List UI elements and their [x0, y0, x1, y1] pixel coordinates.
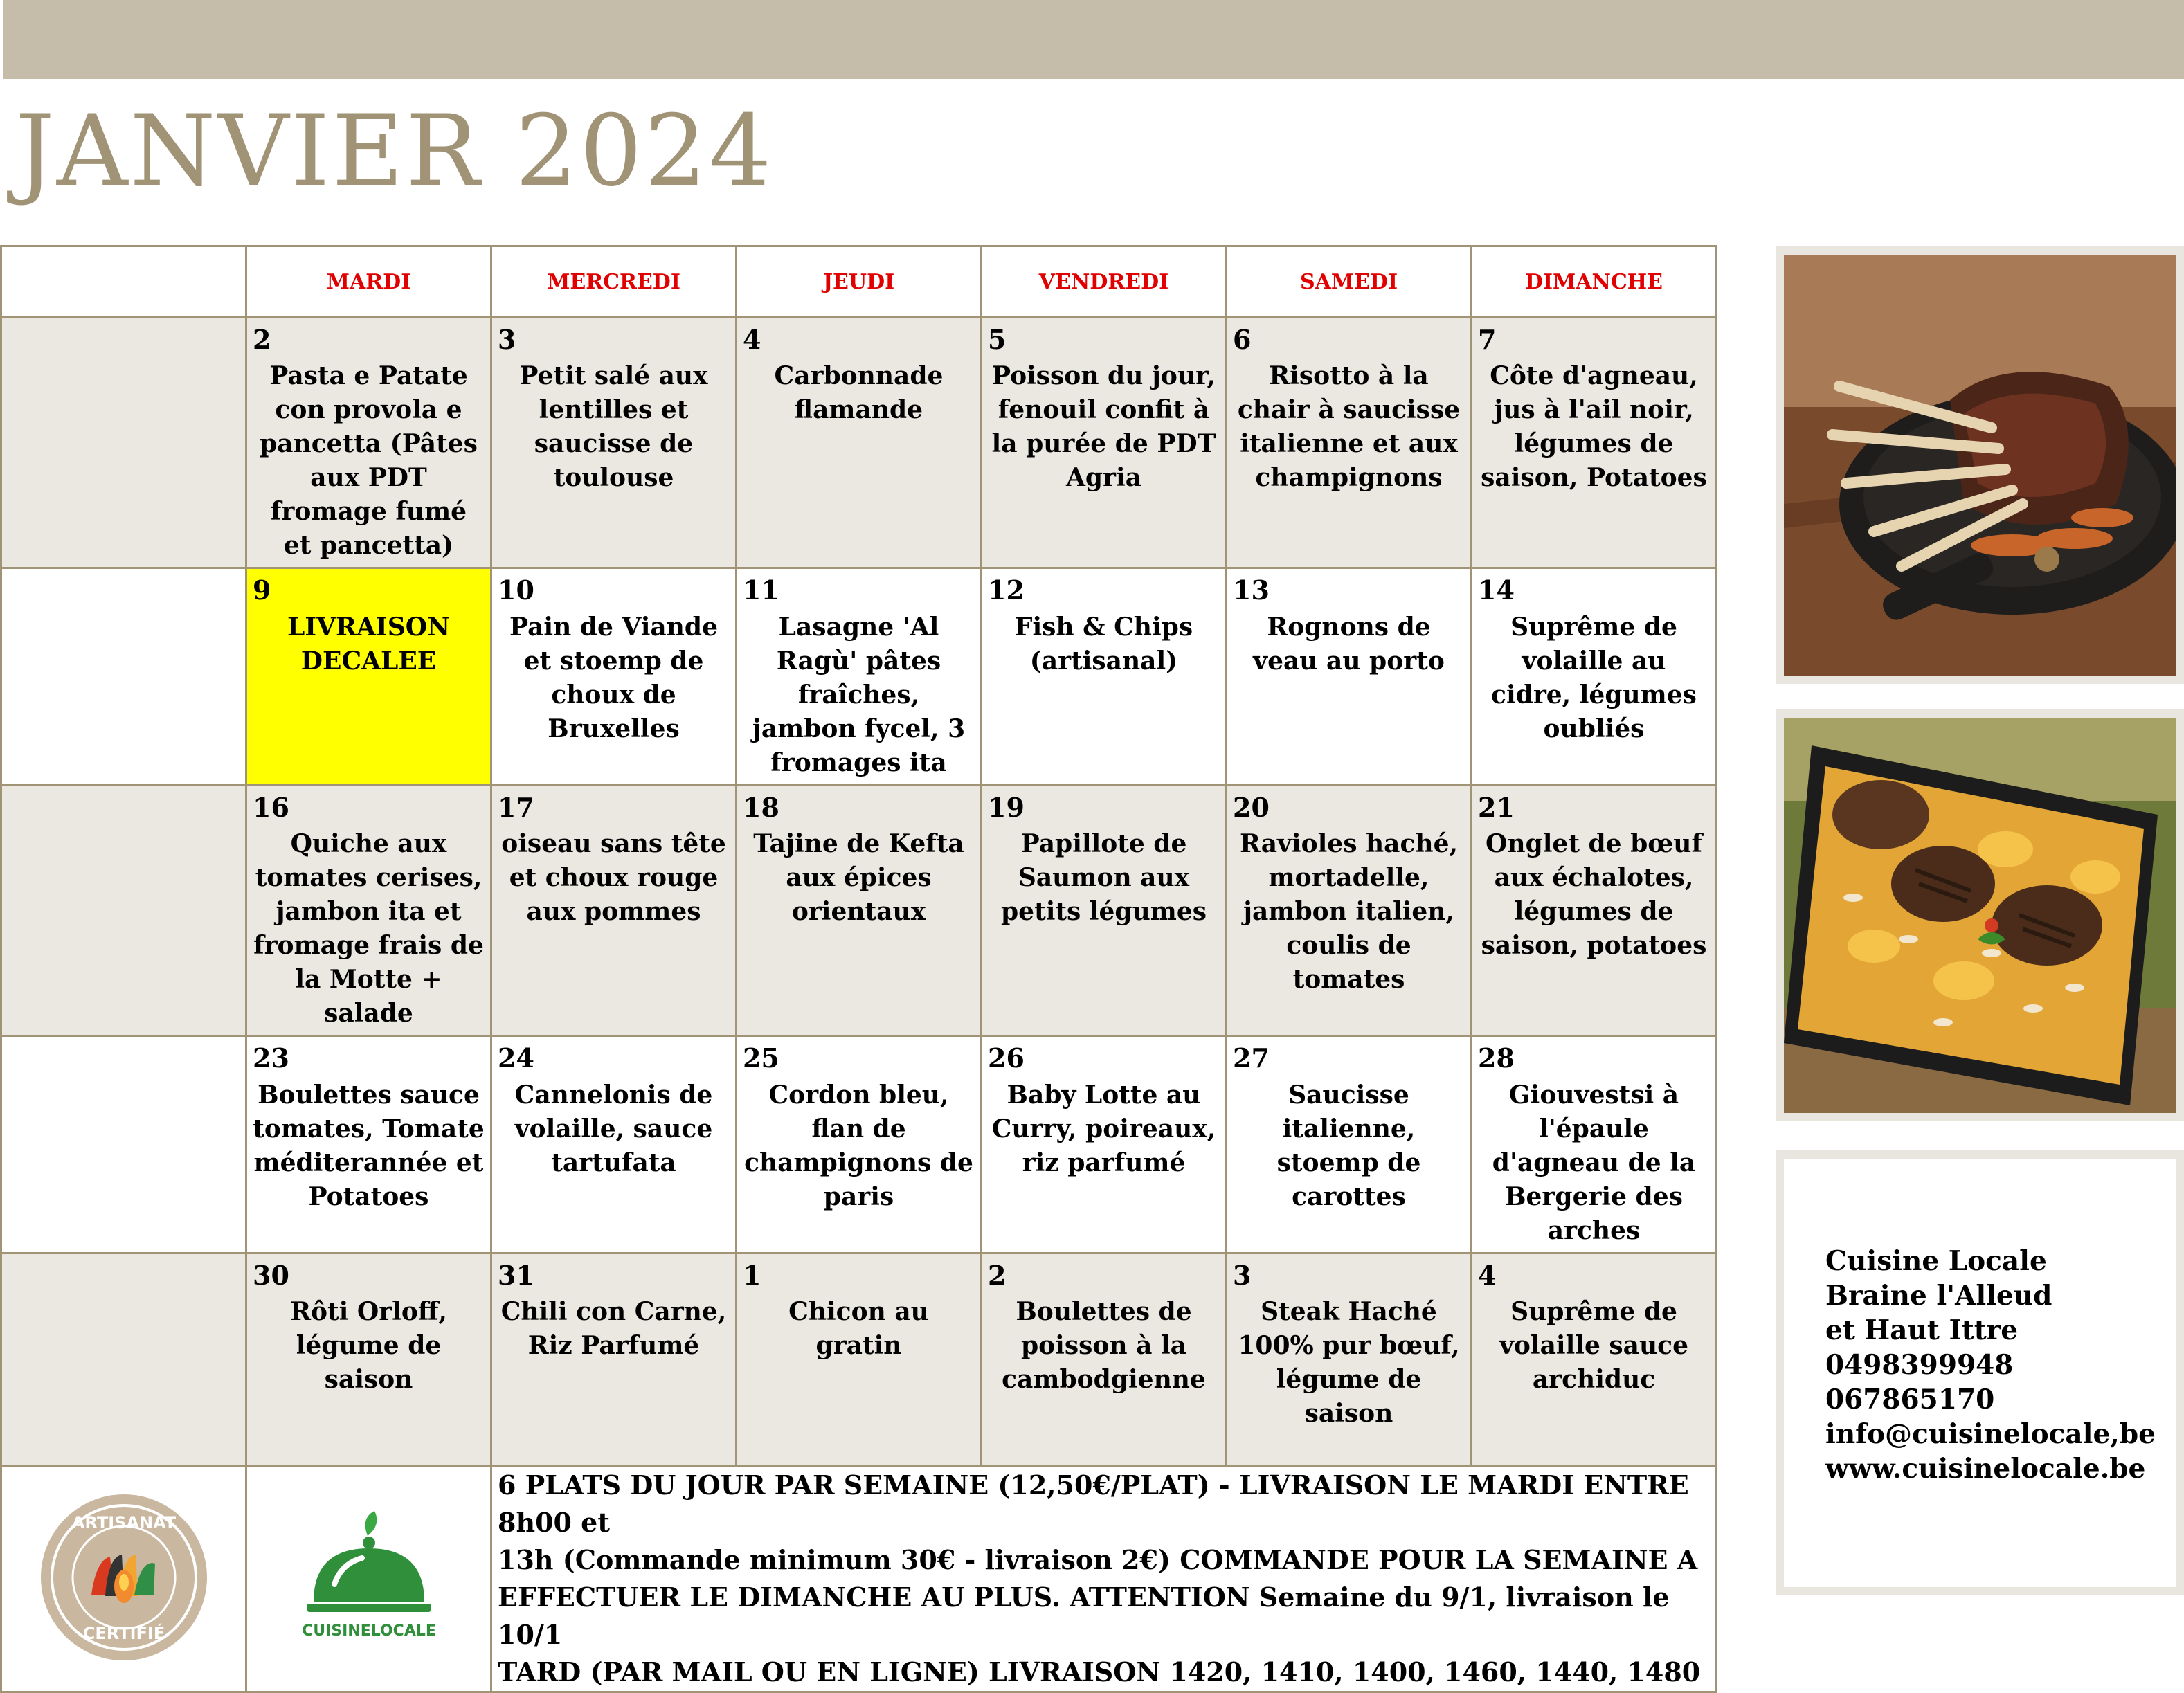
day-number: 16	[253, 791, 289, 823]
meal-text: Suprême de volaille sauce archiduc	[1499, 1296, 1688, 1394]
day-cell-highlighted	[246, 568, 491, 785]
day-number: 1	[743, 1259, 761, 1291]
meal-text: Suprême de volaille au cidre, légumes oubliés	[1491, 612, 1697, 743]
day-number: 18	[743, 791, 779, 823]
cuisinelocale-logo	[293, 1508, 445, 1647]
day-cell	[982, 568, 1227, 785]
day-name: MARDI	[326, 269, 411, 294]
day-name: DIMANCHE	[1524, 269, 1663, 294]
day-cell	[246, 1253, 491, 1465]
curry-photo-frame	[1776, 709, 2184, 1121]
meal-text: Papillote de Saumon aux petits légumes	[1001, 829, 1207, 927]
page-title: JANVIER 2024	[15, 94, 774, 208]
day-number: 10	[498, 574, 534, 606]
meal-text: Poisson du jour, fenouil confit à la purée de PDT Agria	[991, 361, 1216, 493]
contact-info	[1825, 1244, 2156, 1486]
header-day	[737, 246, 982, 318]
notice-line: 6 PLATS DU JOUR PAR SEMAINE (12,50€/PLAT) - LIVRAISON LE MARDI ENTRE 8h00 et	[498, 1469, 1689, 1538]
week-label-cell	[1, 1253, 246, 1465]
day-number: 5	[988, 324, 1007, 355]
day-number: 24	[498, 1042, 534, 1074]
day-name: JEUDI	[822, 269, 895, 294]
meal-text: Cannelonis de volaille, sauce tartufata	[514, 1080, 713, 1177]
day-number: 26	[988, 1042, 1025, 1074]
week-row	[1, 568, 1717, 785]
day-number: 2	[253, 324, 271, 355]
day-cell	[982, 1253, 1227, 1465]
website-url: www.cuisinelocale.be	[1825, 1453, 2146, 1485]
day-cell	[1227, 318, 1472, 568]
day-cell	[982, 785, 1227, 1035]
day-cell	[1227, 568, 1472, 785]
meal-text: Baby Lotte au Curry, poireaux, riz parfumé	[991, 1080, 1216, 1177]
header-day	[1227, 246, 1472, 318]
svg-text:CERTIFIÉ: CERTIFIÉ	[82, 1623, 165, 1643]
day-number: 12	[988, 574, 1025, 606]
location-line: Braine l'Alleud	[1825, 1280, 2052, 1312]
day-number: 9	[253, 574, 271, 606]
day-cell	[1472, 1036, 1717, 1253]
meal-text: Cordon bleu, flan de champignons de paris	[744, 1080, 973, 1211]
day-name: MERCREDI	[547, 269, 680, 294]
notice-line: 13h (Commande minimum 30€ - livraison 2€) COMMANDE POUR LA SEMAINE A	[498, 1543, 1698, 1575]
business-name: Cuisine Locale	[1825, 1245, 2047, 1277]
week-label-cell	[1, 318, 246, 568]
meal-text: Petit salé aux lentilles et saucisse de toulouse	[519, 361, 708, 493]
day-name: VENDREDI	[1038, 269, 1169, 294]
day-cell	[246, 1036, 491, 1253]
day-number: 7	[1478, 324, 1497, 355]
day-number: 4	[743, 324, 761, 355]
meal-text: Quiche aux tomates cerises, jambon ita et fromage frais de la Motte + salade	[253, 829, 484, 1029]
lamb-rack-photo	[1784, 255, 2176, 676]
day-number: 13	[1233, 574, 1270, 606]
meal-text: LIVRAISON DECALEE	[287, 612, 451, 676]
phone-number: 067865170	[1825, 1384, 1995, 1415]
day-cell	[1227, 785, 1472, 1035]
day-number: 17	[498, 791, 534, 823]
header-day	[246, 246, 491, 318]
day-cell	[737, 1036, 982, 1253]
day-number: 25	[743, 1042, 779, 1074]
day-cell	[737, 785, 982, 1035]
meal-text: Onglet de bœuf aux échalotes, légumes de saison, potatoes	[1481, 829, 1707, 961]
meal-text: Fish & Chips (artisanal)	[1014, 612, 1193, 676]
location-line: et Haut Ittre	[1825, 1314, 2019, 1346]
day-cell	[737, 318, 982, 568]
day-number: 14	[1478, 574, 1515, 606]
meal-text: Ravioles haché, mortadelle, jambon italien, coulis de tomates	[1239, 829, 1459, 995]
meal-text: Lasagne 'Al Ragù' pâtes fraîches, jambon fycel, 3 fromages ita	[752, 612, 966, 777]
day-number: 20	[1233, 791, 1270, 823]
notice-line: TARD (PAR MAIL OU EN LIGNE) LIVRAISON 1420, 1410, 1400, 1460, 1440, 1480	[498, 1656, 1701, 1687]
day-number: 30	[253, 1259, 289, 1291]
day-number: 27	[1233, 1042, 1270, 1074]
day-number: 3	[498, 324, 516, 355]
week-row	[1, 785, 1717, 1035]
day-name: SAMEDI	[1299, 269, 1398, 294]
meal-text: oiseau sans tête et choux rouge aux pommes	[501, 829, 726, 927]
notice-line: EFFECTUER LE DIMANCHE AU PLUS. ATTENTION Semaine du 9/1, livraison le 10/1	[498, 1581, 1670, 1650]
day-cell	[491, 785, 737, 1035]
day-number: 19	[988, 791, 1025, 823]
artisanat-badge-logo	[37, 1491, 210, 1664]
lamb-photo-frame	[1776, 246, 2184, 684]
meal-text: Chili con Carne, Riz Parfumé	[500, 1296, 727, 1360]
week-label-cell	[1, 785, 246, 1035]
day-number: 23	[253, 1042, 289, 1074]
day-cell	[246, 785, 491, 1035]
day-cell	[491, 318, 737, 568]
meal-text: Giouvestsi à l'épaule d'agneau de la Bergerie des arches	[1492, 1080, 1696, 1245]
meal-text: Boulettes de poisson à la cambodgienne	[1002, 1296, 1206, 1394]
day-cell	[1472, 568, 1717, 785]
meal-text: Rognons de veau au porto	[1253, 612, 1445, 676]
week-row	[1, 1036, 1717, 1253]
day-cell	[1227, 1253, 1472, 1465]
meal-text: Pain de Viande et stoemp de choux de Bruxelles	[509, 612, 718, 743]
day-cell	[491, 1253, 737, 1465]
week-row	[1, 318, 1717, 568]
contact-card	[1776, 1150, 2184, 1595]
day-cell	[491, 568, 737, 785]
order-notice-cell	[491, 1465, 1717, 1692]
day-cell	[982, 318, 1227, 568]
week-label-cell	[1, 568, 246, 785]
meal-text: Pasta e Patate con provola e pancetta (Pâtes aux PDT fromage fumé et pancetta)	[260, 361, 478, 561]
svg-text:ARTISANAT: ARTISANAT	[71, 1512, 176, 1532]
day-number: 4	[1478, 1259, 1497, 1291]
day-cell	[1472, 318, 1717, 568]
header-row	[1, 246, 1717, 318]
meal-text: Steak Haché 100% pur bœuf, légume de saison	[1238, 1296, 1460, 1428]
top-banner	[3, 0, 2184, 79]
meal-text: Boulettes sauce tomates, Tomate méditerannée et Potatoes	[253, 1080, 485, 1211]
day-cell	[737, 1253, 982, 1465]
artisanat-badge-cell	[1, 1465, 246, 1692]
day-cell	[491, 1036, 737, 1253]
day-number: 6	[1233, 324, 1252, 355]
meal-text: Carbonnade flamande	[774, 361, 944, 425]
week-row	[1, 1253, 1717, 1465]
meal-text: Chicon au gratin	[788, 1296, 929, 1360]
header-blank	[1, 246, 246, 318]
meal-text: Risotto à la chair à saucisse italienne et aux champignons	[1237, 361, 1461, 493]
footer-row	[1, 1465, 1717, 1692]
day-cell	[982, 1036, 1227, 1253]
day-number: 31	[498, 1259, 534, 1291]
menu-calendar	[0, 245, 1717, 1693]
curry-patties-photo	[1784, 718, 2176, 1113]
header-day	[491, 246, 737, 318]
day-number: 11	[743, 574, 779, 606]
day-cell	[246, 318, 491, 568]
phone-number: 0498399948	[1825, 1349, 2014, 1381]
svg-text:CUISINELOCALE: CUISINELOCALE	[301, 1622, 436, 1640]
brand-logo-cell	[246, 1465, 491, 1692]
day-number: 21	[1478, 791, 1515, 823]
email-address: info@cuisinelocale,be	[1825, 1418, 2156, 1450]
meal-text: Tajine de Kefta aux épices orientaux	[753, 829, 964, 927]
meal-text: Rôti Orloff, légume de saison	[290, 1296, 447, 1394]
day-cell	[1472, 1253, 1717, 1465]
day-cell	[737, 568, 982, 785]
meal-text: Côte d'agneau, jus à l'ail noir, légumes de saison, Potatoes	[1481, 361, 1707, 493]
day-number: 3	[1233, 1259, 1252, 1291]
meal-text: Saucisse italienne, stoemp de carottes	[1276, 1080, 1421, 1211]
header-day	[982, 246, 1227, 318]
day-cell	[1227, 1036, 1472, 1253]
day-number: 2	[988, 1259, 1007, 1291]
day-number: 28	[1478, 1042, 1515, 1074]
day-cell	[1472, 785, 1717, 1035]
order-notice	[492, 1467, 1715, 1691]
header-day	[1472, 246, 1717, 318]
week-label-cell	[1, 1036, 246, 1253]
